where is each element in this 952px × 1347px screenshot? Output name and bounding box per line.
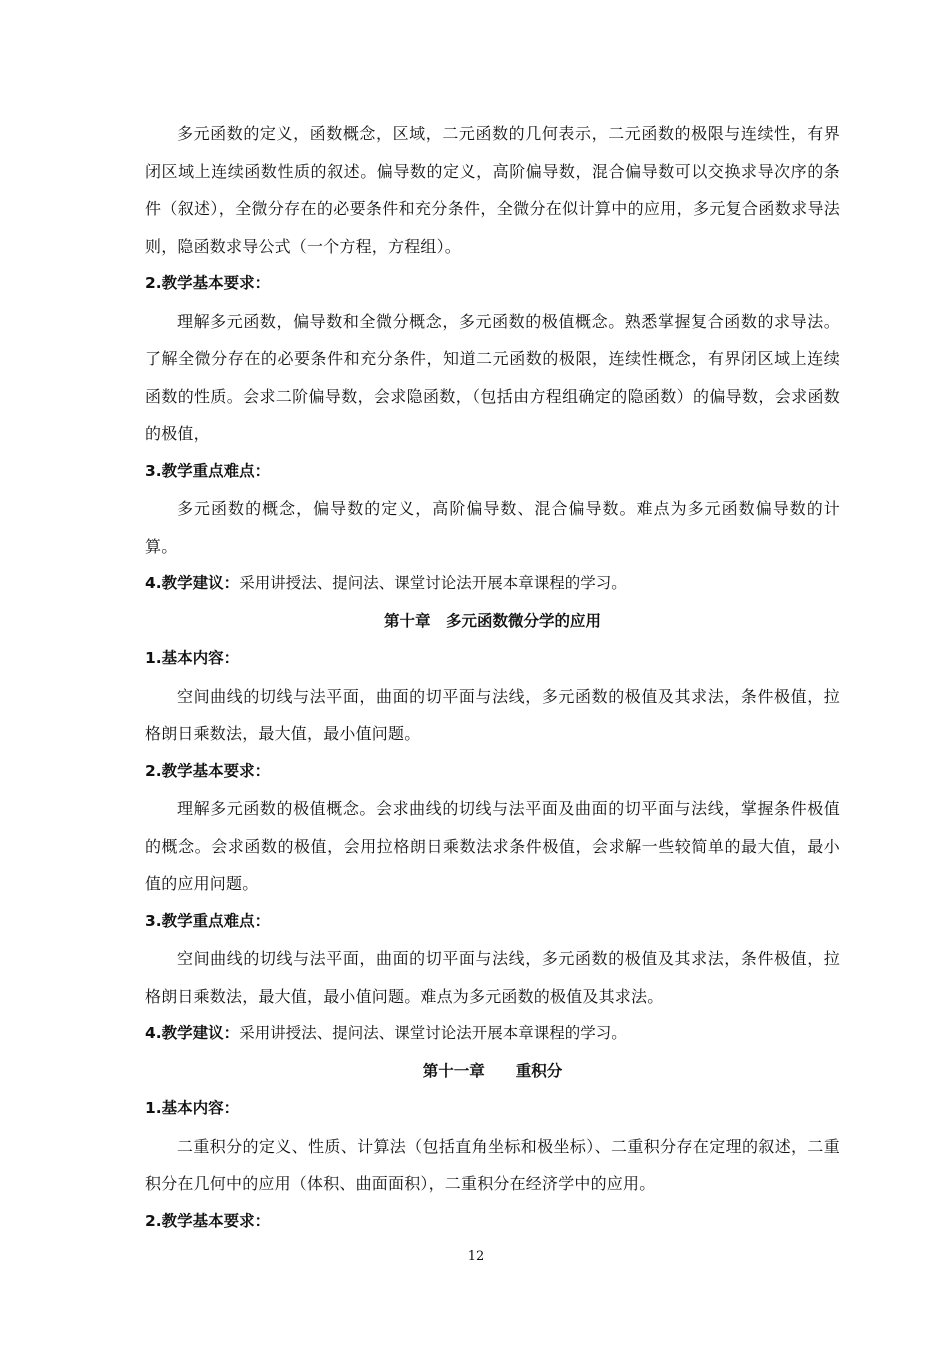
teaching-suggestion-text: 采用讲授法、提问法、课堂讨论法开展本章课程的学习。 (239, 574, 627, 592)
heading-teaching-requirements: 2.教学基本要求： (145, 274, 271, 292)
heading-teaching-requirements: 2.教学基本要求： (145, 761, 271, 780)
heading-teaching-requirements: 2.教学基本要求： (145, 1211, 271, 1230)
paragraph-ch11-content: 二重积分的定义、性质、计算法（包括直角坐标和极坐标）、二重积分存在定理的叙述，二重积分在几何中的应用（体积、曲面面积），二重积分在经济学中的应用。 (145, 1136, 840, 1193)
paragraph-ch10-key-points: 空间曲线的切线与法平面，曲面的切平面与法线，多元函数的极值及其求法，条件极值，拉格朗日乘数法，最大值，最小值问题。难点为多元函数的极值及其求法。 (145, 949, 840, 1006)
teaching-suggestion-text: 采用讲授法、提问法、课堂讨论法开展本章课程的学习。 (239, 1024, 627, 1042)
heading-basic-content: 1.基本内容： (145, 1099, 240, 1117)
paragraph-ch9-requirements: 理解多元函数，偏导数和全微分概念，多元函数的极值概念。熟悉掌握复合函数的求导法。了解全微分存在的必要条件和充分条件，知道二元函数的极限，连续性概念，有界闭区域上连续函数的性质。会求二阶偏导数，会求隐函数，（包括由方程组确定的隐函数）的偏导数，会求函数的极值， (145, 311, 840, 443)
teaching-suggestion-label: 4.教学建议： (145, 1024, 240, 1042)
heading-basic-content: 1.基本内容： (145, 649, 240, 667)
paragraph-ch10-requirements: 理解多元函数的极值概念。会求曲线的切线与法平面及曲面的切平面与法线，掌握条件极值的概念。会求函数的极值，会用拉格朗日乘数法求条件极值，会求解一些较简单的最大值，最小值的应用问题。 (145, 799, 840, 893)
paragraph-ch9-content: 多元函数的定义，函数概念，区域，二元函数的几何表示，二元函数的极限与连续性，有界闭区域上连续函数性质的叙述。偏导数的定义，高阶偏导数，混合偏导数可以交换求导次序的条件（叙述），全微分存在的必要条件和充分条件，全微分在似计算中的应用，多元复合函数求导法则，隐函数求导公式（一个方程，方程组）。 (145, 124, 840, 256)
page-body (145, 115, 840, 1240)
chapter-title-10: 第十章 多元函数微分学的应用 (383, 611, 601, 630)
page-number: 12 (467, 1249, 485, 1264)
paragraph-ch10-content: 空间曲线的切线与法平面，曲面的切平面与法线，多元函数的极值及其求法，条件极值，拉格朗日乘数法，最大值，最小值问题。 (145, 686, 840, 743)
paragraph-ch9-key-points: 多元函数的概念，偏导数的定义，高阶偏导数、混合偏导数。难点为多元函数偏导数的计算。 (145, 499, 840, 556)
heading-key-points: 3.教学重点难点： (145, 911, 271, 930)
chapter-title-11: 第十一章 重积分 (422, 1061, 563, 1080)
heading-key-points: 3.教学重点难点： (145, 461, 271, 480)
heading-teaching-suggestion (145, 1015, 840, 1053)
heading-teaching-suggestion (145, 565, 840, 603)
teaching-suggestion-label: 4.教学建议： (145, 574, 240, 592)
